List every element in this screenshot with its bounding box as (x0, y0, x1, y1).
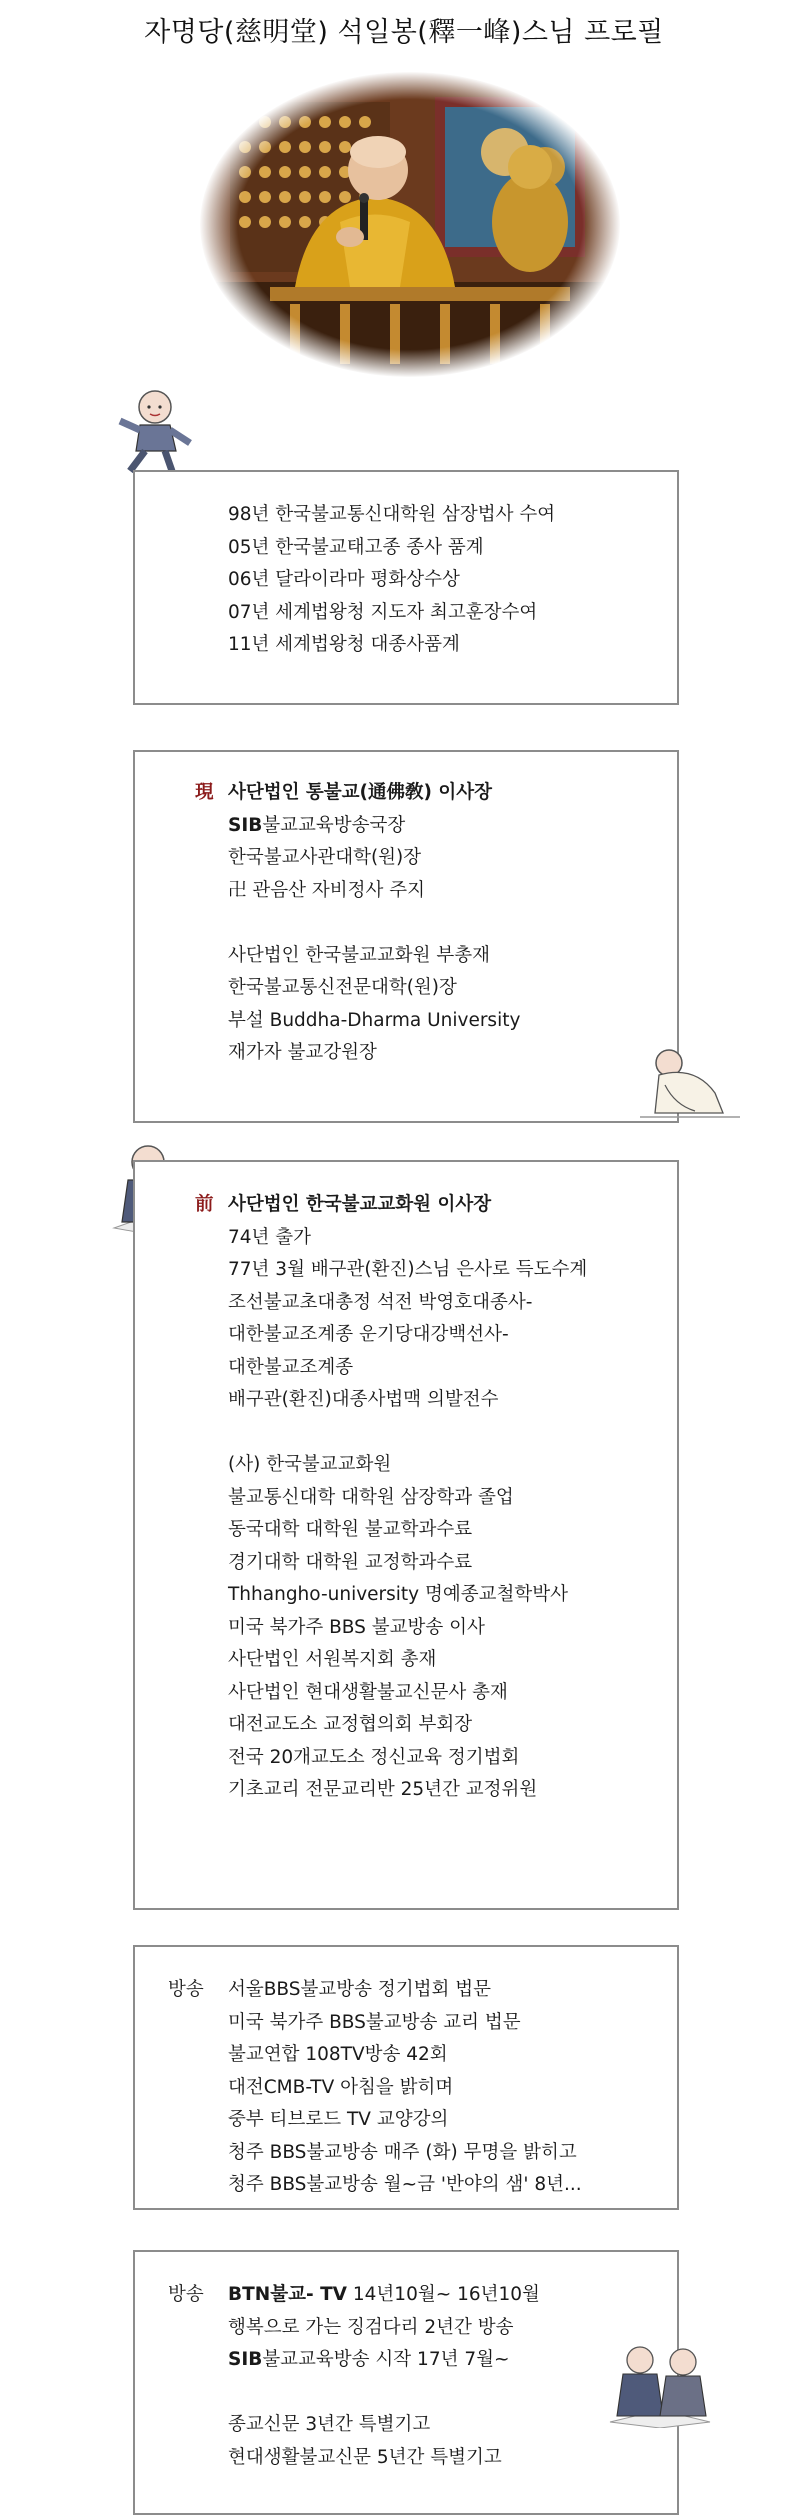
position-line: 한국불교통신전문대학(원)장 (228, 977, 457, 998)
broadcast-line: 서울BBS불교방송 정기법회 법문 (228, 1979, 492, 2000)
broadcast-line: SIB불교교육방송 시작 17년 7월~ (228, 2349, 510, 2370)
position-line: 사단법인 통불교(通佛敎) 이사장 (228, 782, 493, 803)
history-line: 전국 20개교도소 정신교육 정기법회 (228, 1746, 520, 1768)
history-line: 대전교도소 교정협의회 부회장 (228, 1714, 473, 1735)
history-line: 미국 북가주 BBS 불교방송 이사 (228, 1616, 485, 1638)
history-line: 불교통신대학 대학원 삼장학과 졸업 (228, 1486, 514, 1508)
monk-photo (200, 72, 620, 377)
broadcast-line: BTN불교- TV 14년10월~ 16년10월 (228, 2284, 540, 2305)
history-line: 74년 출가 (228, 1226, 312, 1248)
history-line: 사단법인 서원복지회 총재 (228, 1649, 437, 1670)
award-line: 06년 달라이라마 평화상수상 (228, 569, 460, 590)
two-monks-illustration (605, 2340, 715, 2428)
position-line: 사단법인 한국불교교화원 부총재 (228, 944, 490, 966)
history-line: Thhangho-university 명예종교철학박사 (228, 1584, 568, 1605)
broadcast-prefix: 방송 (168, 1979, 204, 2000)
page-title: 자명당(慈明堂) 석일봉(釋一峰)스님 프로필 (144, 17, 664, 48)
history-line: 기초교리 전문교리반 25년간 교정위원 (228, 1779, 538, 1800)
history-line: 대한불교조계종 운기당대강백선사- (228, 1324, 509, 1345)
history-line: (사) 한국불교교화원 (228, 1454, 392, 1475)
broadcast-line: 청주 BBS불교방송 매주 (화) 무명을 밝히고 (228, 2141, 577, 2163)
former-positions-box (133, 1160, 679, 1910)
history-line: 동국대학 대학원 불교학과수료 (228, 1519, 473, 1540)
broadcast-line: 행복으로 가는 징검다리 2년간 방송 (228, 2316, 514, 2338)
awards-box (133, 470, 679, 705)
bowing-monk-illustration (635, 1045, 745, 1125)
award-line: 07년 세계법왕청 지도자 최고훈장수여 (228, 601, 538, 623)
broadcast-box-2 (133, 2250, 679, 2515)
broadcast-line: 대전CMB-TV 아침을 밝히며 (228, 2076, 454, 2098)
position-line: 부설 Buddha-Dharma University (228, 1009, 521, 1031)
position-line: 卍 관음산 자비정사 주지 (228, 879, 425, 901)
broadcast-box-1 (133, 1945, 679, 2210)
broadcast-line: 불교연합 108TV방송 42회 (228, 2044, 448, 2065)
current-prefix: 現 (195, 782, 214, 803)
history-line: 조선불교초대총정 석전 박영호대종사- (228, 1291, 533, 1313)
broadcast-line: 현대생활불교신문 5년간 특별기고 (228, 2446, 502, 2468)
history-line: 사단법인 한국불교교화원 이사장 (228, 1194, 492, 1215)
history-line: 경기대학 대학원 교정학과수료 (228, 1551, 473, 1573)
history-line: 77년 3월 배구관(환진)스님 은사로 득도수계 (228, 1259, 588, 1280)
position-line: SIB불교교육방송국장 (228, 814, 406, 836)
broadcast-prefix: 방송 (168, 2284, 204, 2305)
award-line: 11년 세계법왕청 대종사품계 (228, 634, 460, 655)
former-prefix: 前 (195, 1194, 214, 1215)
broadcast-line: 종교신문 3년간 특별기고 (228, 2414, 431, 2435)
history-line: 대한불교조계종 (228, 1356, 354, 1378)
position-line: 재가자 불교강원장 (228, 1042, 377, 1063)
running-monk-illustration (110, 385, 195, 477)
history-line: 사단법인 현대생활불교신문사 총재 (228, 1681, 508, 1703)
award-line: 98년 한국불교통신대학원 삼장법사 수여 (228, 504, 556, 525)
position-line: 한국불교사관대학(원)장 (228, 847, 422, 868)
broadcast-line: 중부 티브로드 TV 교양강의 (228, 2109, 449, 2130)
award-line: 05년 한국불교태고종 종사 품계 (228, 536, 484, 558)
current-positions-box (133, 750, 679, 1123)
history-line: 배구관(환진)대종사법맥 의발전수 (228, 1389, 499, 1410)
broadcast-line: 청주 BBS불교방송 월~금 '반야의 샘' 8년... (228, 2174, 582, 2195)
broadcast-line: 미국 북가주 BBS불교방송 교리 법문 (228, 2011, 521, 2033)
